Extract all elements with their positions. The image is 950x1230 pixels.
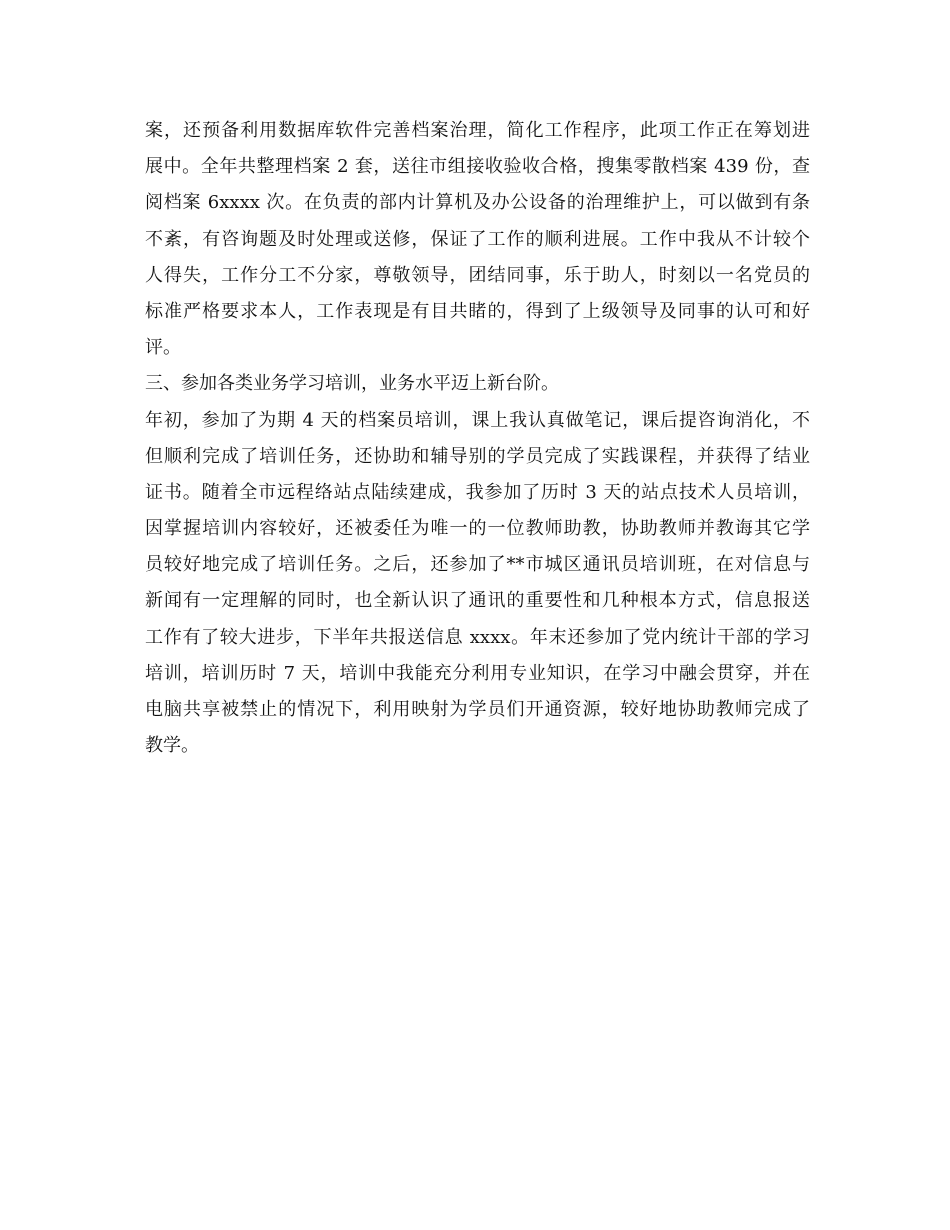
text-line: 评。: [145, 337, 181, 359]
text-line: 培训，培训历时 7 天，培训中我能充分利用专业知识，在学习中融会贯穿，并在: [145, 662, 810, 684]
text-line: 证书。随着全市远程络站点陆续建成，我参加了历时 3 天的站点技术人员培训，: [145, 481, 810, 503]
text-line: 展中。全年共整理档案 2 套，送往市组接收验收合格，搜集零散档案 439 份，查: [145, 156, 810, 178]
text-line: 标准严格要求本人，工作表现是有目共睹的，得到了上级领导及同事的认可和好: [145, 300, 810, 322]
text-line: 人得失，工作分工不分家，尊敬领导，团结同事，乐于助人，时刻以一名党员的: [145, 264, 810, 286]
section-heading: 三、参加各类业务学习培训，业务水平迈上新台阶。: [145, 373, 559, 395]
text-line: 因掌握培训内容较好，还被委任为唯一的一位教师助教，协助教师并教诲其它学: [145, 518, 810, 540]
text-line: 员较好地完成了培训任务。之后，还参加了**市城区通讯员培训班，在对信息与: [145, 554, 810, 576]
text-line: 工作有了较大进步，下半年共报送信息 xxxx。年末还参加了党内统计干部的学习: [145, 626, 810, 648]
text-line: 阅档案 6xxxx 次。在负责的部内计算机及办公设备的治理维护上，可以做到有条: [145, 192, 810, 214]
text-line: 教学。: [145, 735, 199, 757]
text-line: 不紊，有咨询题及时处理或送修，保证了工作的顺利进展。工作中我从不计较个: [145, 228, 810, 250]
text-line: 电脑共享被禁止的情况下，利用映射为学员们开通资源，较好地协助教师完成了: [145, 699, 810, 720]
text-line: 新闻有一定理解的同时，也全新认识了通讯的重要性和几种根本方式，信息报送: [145, 590, 810, 612]
body-text: [145, 113, 810, 764]
text-line: 但顺利完成了培训任务，还协助和辅导别的学员完成了实践课程，并获得了结业: [145, 445, 810, 467]
text-line: 案，还预备利用数据库软件完善档案治理，简化工作程序，此项工作正在筹划进: [145, 120, 810, 141]
text-line: 年初，参加了为期 4 天的档案员培训，课上我认真做笔记，课后提咨询消化，不: [145, 409, 810, 431]
